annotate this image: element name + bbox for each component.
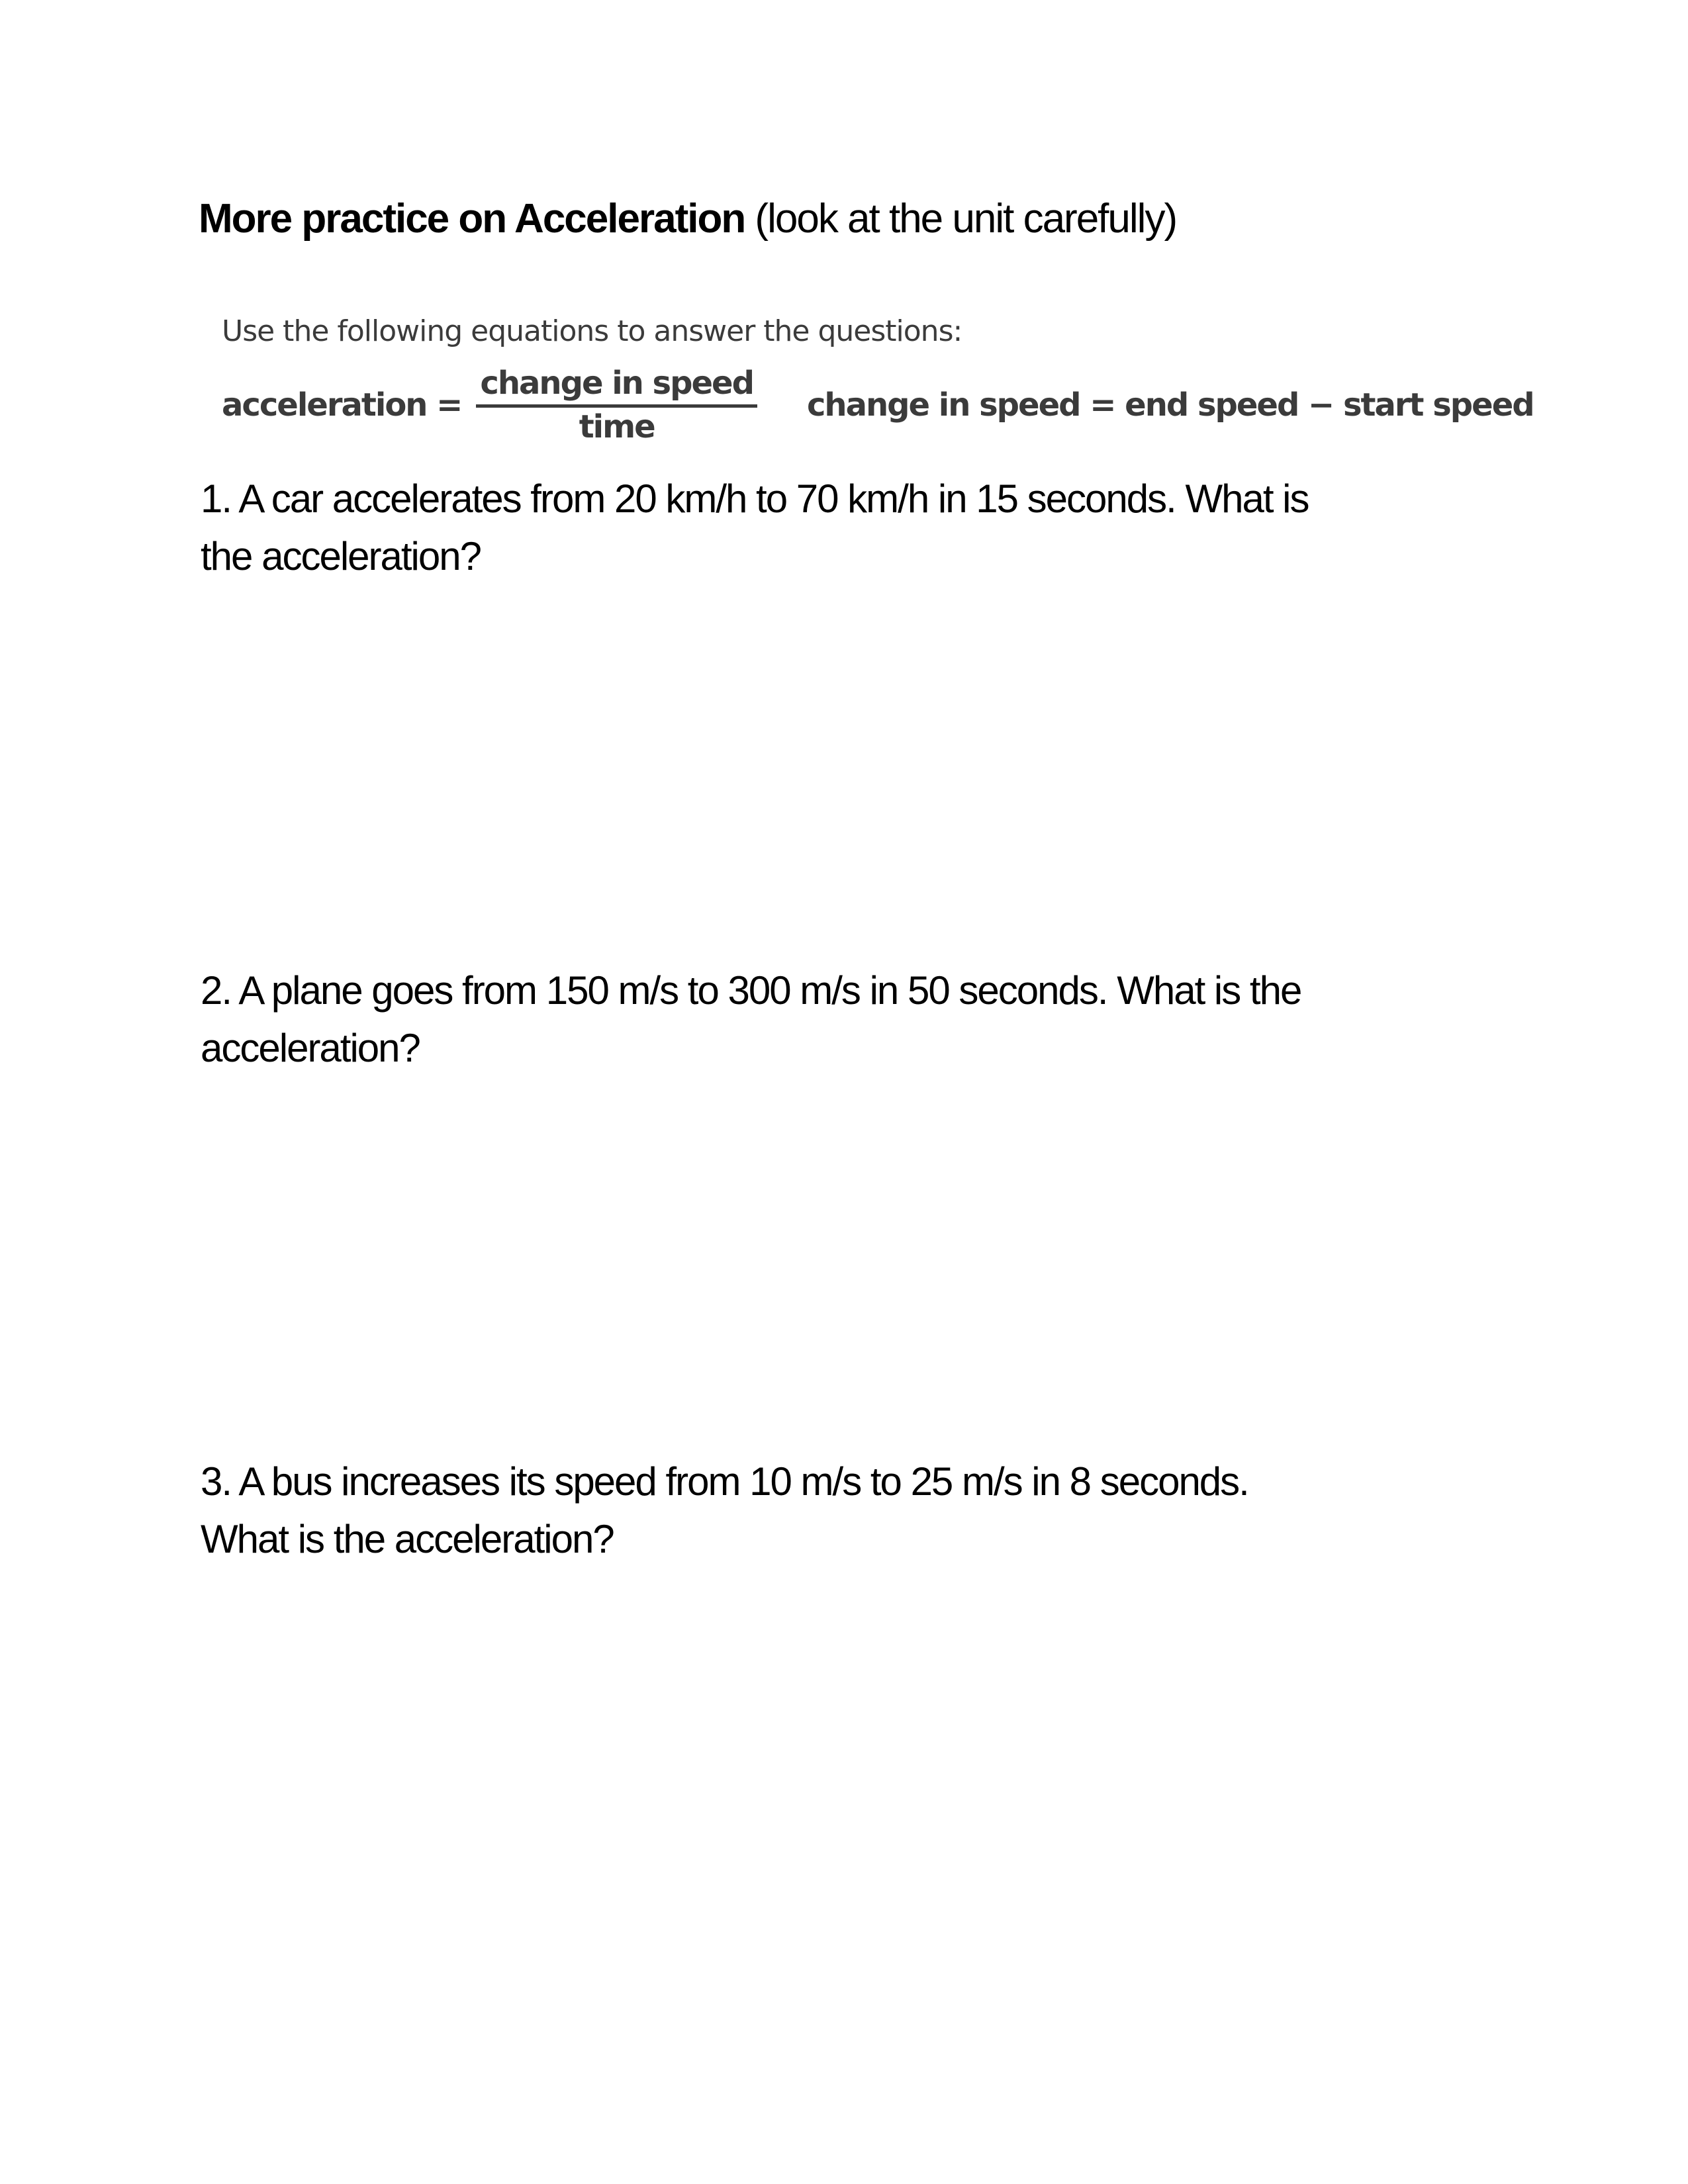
acceleration-equation-fraction — [476, 365, 757, 445]
question-3-line-1: 3. A bus increases its speed from 10 m/s to 25 m/s in 8 seconds. — [201, 1459, 1248, 1504]
instructions-text: Use the following equations to answer the questions: — [222, 314, 962, 348]
question-3 — [201, 1453, 1248, 1568]
fraction-numerator: change in speed — [476, 365, 757, 408]
page-title-main: More practice on Acceleration — [199, 196, 745, 242]
question-1 — [201, 470, 1309, 585]
question-2-line-2: acceleration? — [201, 1026, 420, 1070]
question-1-line-1: 1. A car accelerates from 20 km/h to 70 km/h in 15 seconds. What is — [201, 477, 1309, 521]
question-2-line-1: 2. A plane goes from 150 m/s to 300 m/s in 50 seconds. What is the — [201, 968, 1301, 1013]
acceleration-equation-lhs: acceleration = — [222, 387, 462, 424]
fraction-denominator: time — [579, 408, 655, 445]
equation-row — [222, 365, 1534, 445]
page-title — [199, 194, 1176, 244]
question-3-line-2: What is the acceleration? — [201, 1517, 614, 1561]
question-2 — [201, 962, 1301, 1077]
question-1-line-2: the acceleration? — [201, 534, 481, 578]
change-in-speed-equation: change in speed = end speed − start speed — [806, 387, 1534, 424]
page-title-note: (look at the unit carefully) — [745, 196, 1177, 242]
